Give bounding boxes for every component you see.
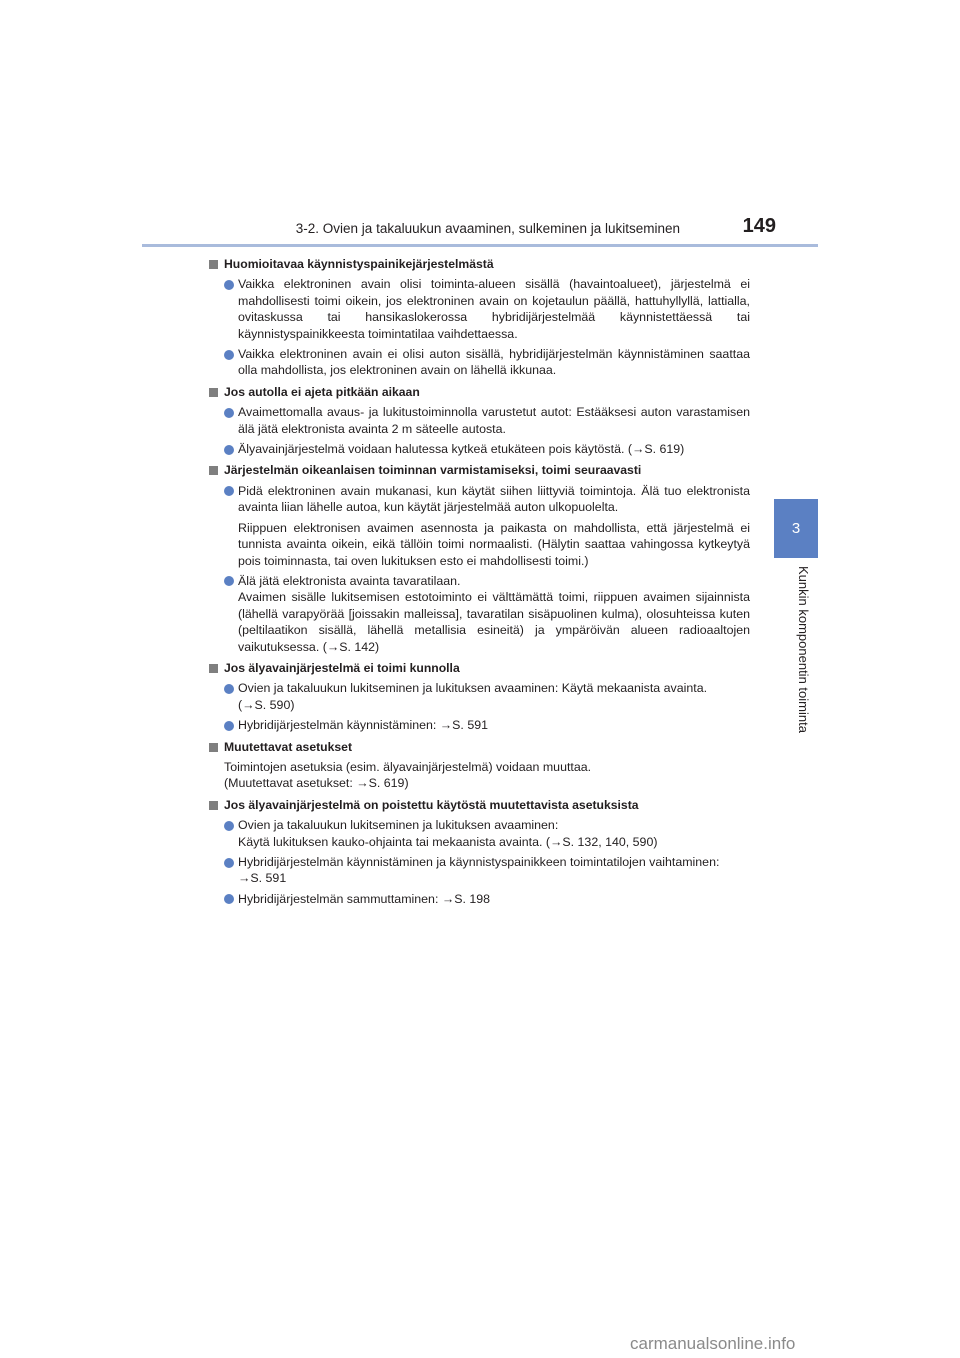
list-item: Hybridijärjestelmän sammuttaminen: →S. 198 xyxy=(209,891,750,907)
list-item: Älä jätä elektronista avainta tavaratilaan. Avaimen sisälle lukitsemisen estotoiminto ei välttämättä toimi, riippuen avaimen sijainnista (lähellä varapyörää [joissakin malleissa], tavaratilan sisäpuolinen kulma), olosuhteissa kuten (peltilaatikon sisällä, lähellä metallisia esineitä) ja ympäröivän alueen radioaaltojen vaikutuksessa. (→S. 142) xyxy=(209,573,750,655)
list-item: Ovien ja takaluukun lukitseminen ja lukituksen avaaminen: Käytä mekaanista avainta. (→S. 590) xyxy=(209,680,750,713)
circle-bullet-icon xyxy=(224,721,234,731)
list-item: Avaimettomalla avaus- ja lukitustoiminnolla varustetut autot: Estääksesi auton varastamisen älä jätä elektronista avainta 2 m säteelle autosta. xyxy=(209,404,750,437)
section-heading: Muutettavat asetukset xyxy=(209,739,750,755)
chapter-tab xyxy=(774,499,818,558)
circle-bullet-icon xyxy=(224,858,234,868)
paragraph: Toimintojen asetuksia (esim. älyavainjärjestelmä) voidaan muuttaa. (Muutettavat asetukset: →S. 619) xyxy=(224,759,592,791)
square-bullet-icon xyxy=(209,801,218,810)
circle-bullet-icon xyxy=(224,486,234,496)
list-item: Vaikka elektroninen avain olisi toiminta-alueen sisällä (havaintoalueet), järjestelmä ei mahdollisesti toimi oikein, jos elektroninen avain on kojetaulun päällä, hattuhyllyllä, lattialla, ovitaskussa tai hansikaslokerossa hybridijärjestelmää käynnistettäessä tai käynnistyspainikkeesta toimintatilaa vaihdettaessa. xyxy=(209,276,750,342)
circle-bullet-icon xyxy=(224,684,234,694)
page-number: 149 xyxy=(742,215,776,237)
square-bullet-icon xyxy=(209,743,218,752)
list-item: Ovien ja takaluukun lukitseminen ja lukituksen avaaminen: Käytä lukituksen kauko-ohjainta tai mekaanista avainta. (→S. 132, 140, 590) xyxy=(209,817,750,850)
section-heading: Jos autolla ei ajeta pitkään aikaan xyxy=(209,384,750,400)
list-item: Älyavainjärjestelmä voidaan halutessa kytkeä etukäteen pois käytöstä. (→S. 619) xyxy=(209,441,750,457)
chapter-number: 3 xyxy=(791,520,801,537)
running-header-title: 3-2. Ovien ja takaluukun avaaminen, sulkeminen ja lukitseminen xyxy=(295,221,680,236)
circle-bullet-icon xyxy=(224,445,234,455)
square-bullet-icon xyxy=(209,388,218,397)
circle-bullet-icon xyxy=(224,408,234,418)
page-content xyxy=(209,256,750,911)
square-bullet-icon xyxy=(209,664,218,673)
circle-bullet-icon xyxy=(224,821,234,831)
section-heading: Huomioitavaa käynnistyspainikejärjestelmästä xyxy=(209,256,750,272)
list-item: Hybridijärjestelmän käynnistäminen ja käynnistyspainikkeen toimintatilojen vaihtaminen: →S. 591 xyxy=(209,854,750,887)
circle-bullet-icon xyxy=(224,894,234,904)
circle-bullet-icon xyxy=(224,576,234,586)
list-item: Vaikka elektroninen avain ei olisi auton sisällä, hybridijärjestelmän käynnistäminen saattaa olla mahdollista, jos elektroninen avain on lähellä ikkunaa. xyxy=(209,346,750,379)
section-heading: Järjestelmän oikeanlaisen toiminnan varmistamiseksi, toimi seuraavasti xyxy=(209,462,750,478)
chapter-label: Kunkin komponentin toiminta xyxy=(796,566,811,733)
square-bullet-icon xyxy=(209,466,218,475)
watermark: carmanualsonline.info xyxy=(630,1334,796,1353)
header-rule xyxy=(142,244,818,247)
section-heading: Jos älyavainjärjestelmä ei toimi kunnolla xyxy=(209,660,750,676)
square-bullet-icon xyxy=(209,260,218,269)
list-item: Pidä elektroninen avain mukanasi, kun käytät siihen liittyviä toimintoja. Älä tuo elektronista avainta liian lähelle autoa, kun käytät järjestelmää auton ulkopuolelta. Riippuen elektronisen avaimen asennosta ja paikasta on mahdollista, että järjestelmä ei tunnista avainta oikein, eikä tällöin toimi normaalisti. (Hälytin saattaa vahingossa kytkeytyä pois toiminnasta, tai oven lukituksen esto ei mahdollisesti toimi.) xyxy=(209,483,750,569)
section-heading: Jos älyavainjärjestelmä on poistettu käytöstä muutettavista asetuksista xyxy=(209,797,750,813)
list-item: Hybridijärjestelmän käynnistäminen: →S. 591 xyxy=(209,717,750,733)
circle-bullet-icon xyxy=(224,350,234,360)
circle-bullet-icon xyxy=(224,280,234,290)
